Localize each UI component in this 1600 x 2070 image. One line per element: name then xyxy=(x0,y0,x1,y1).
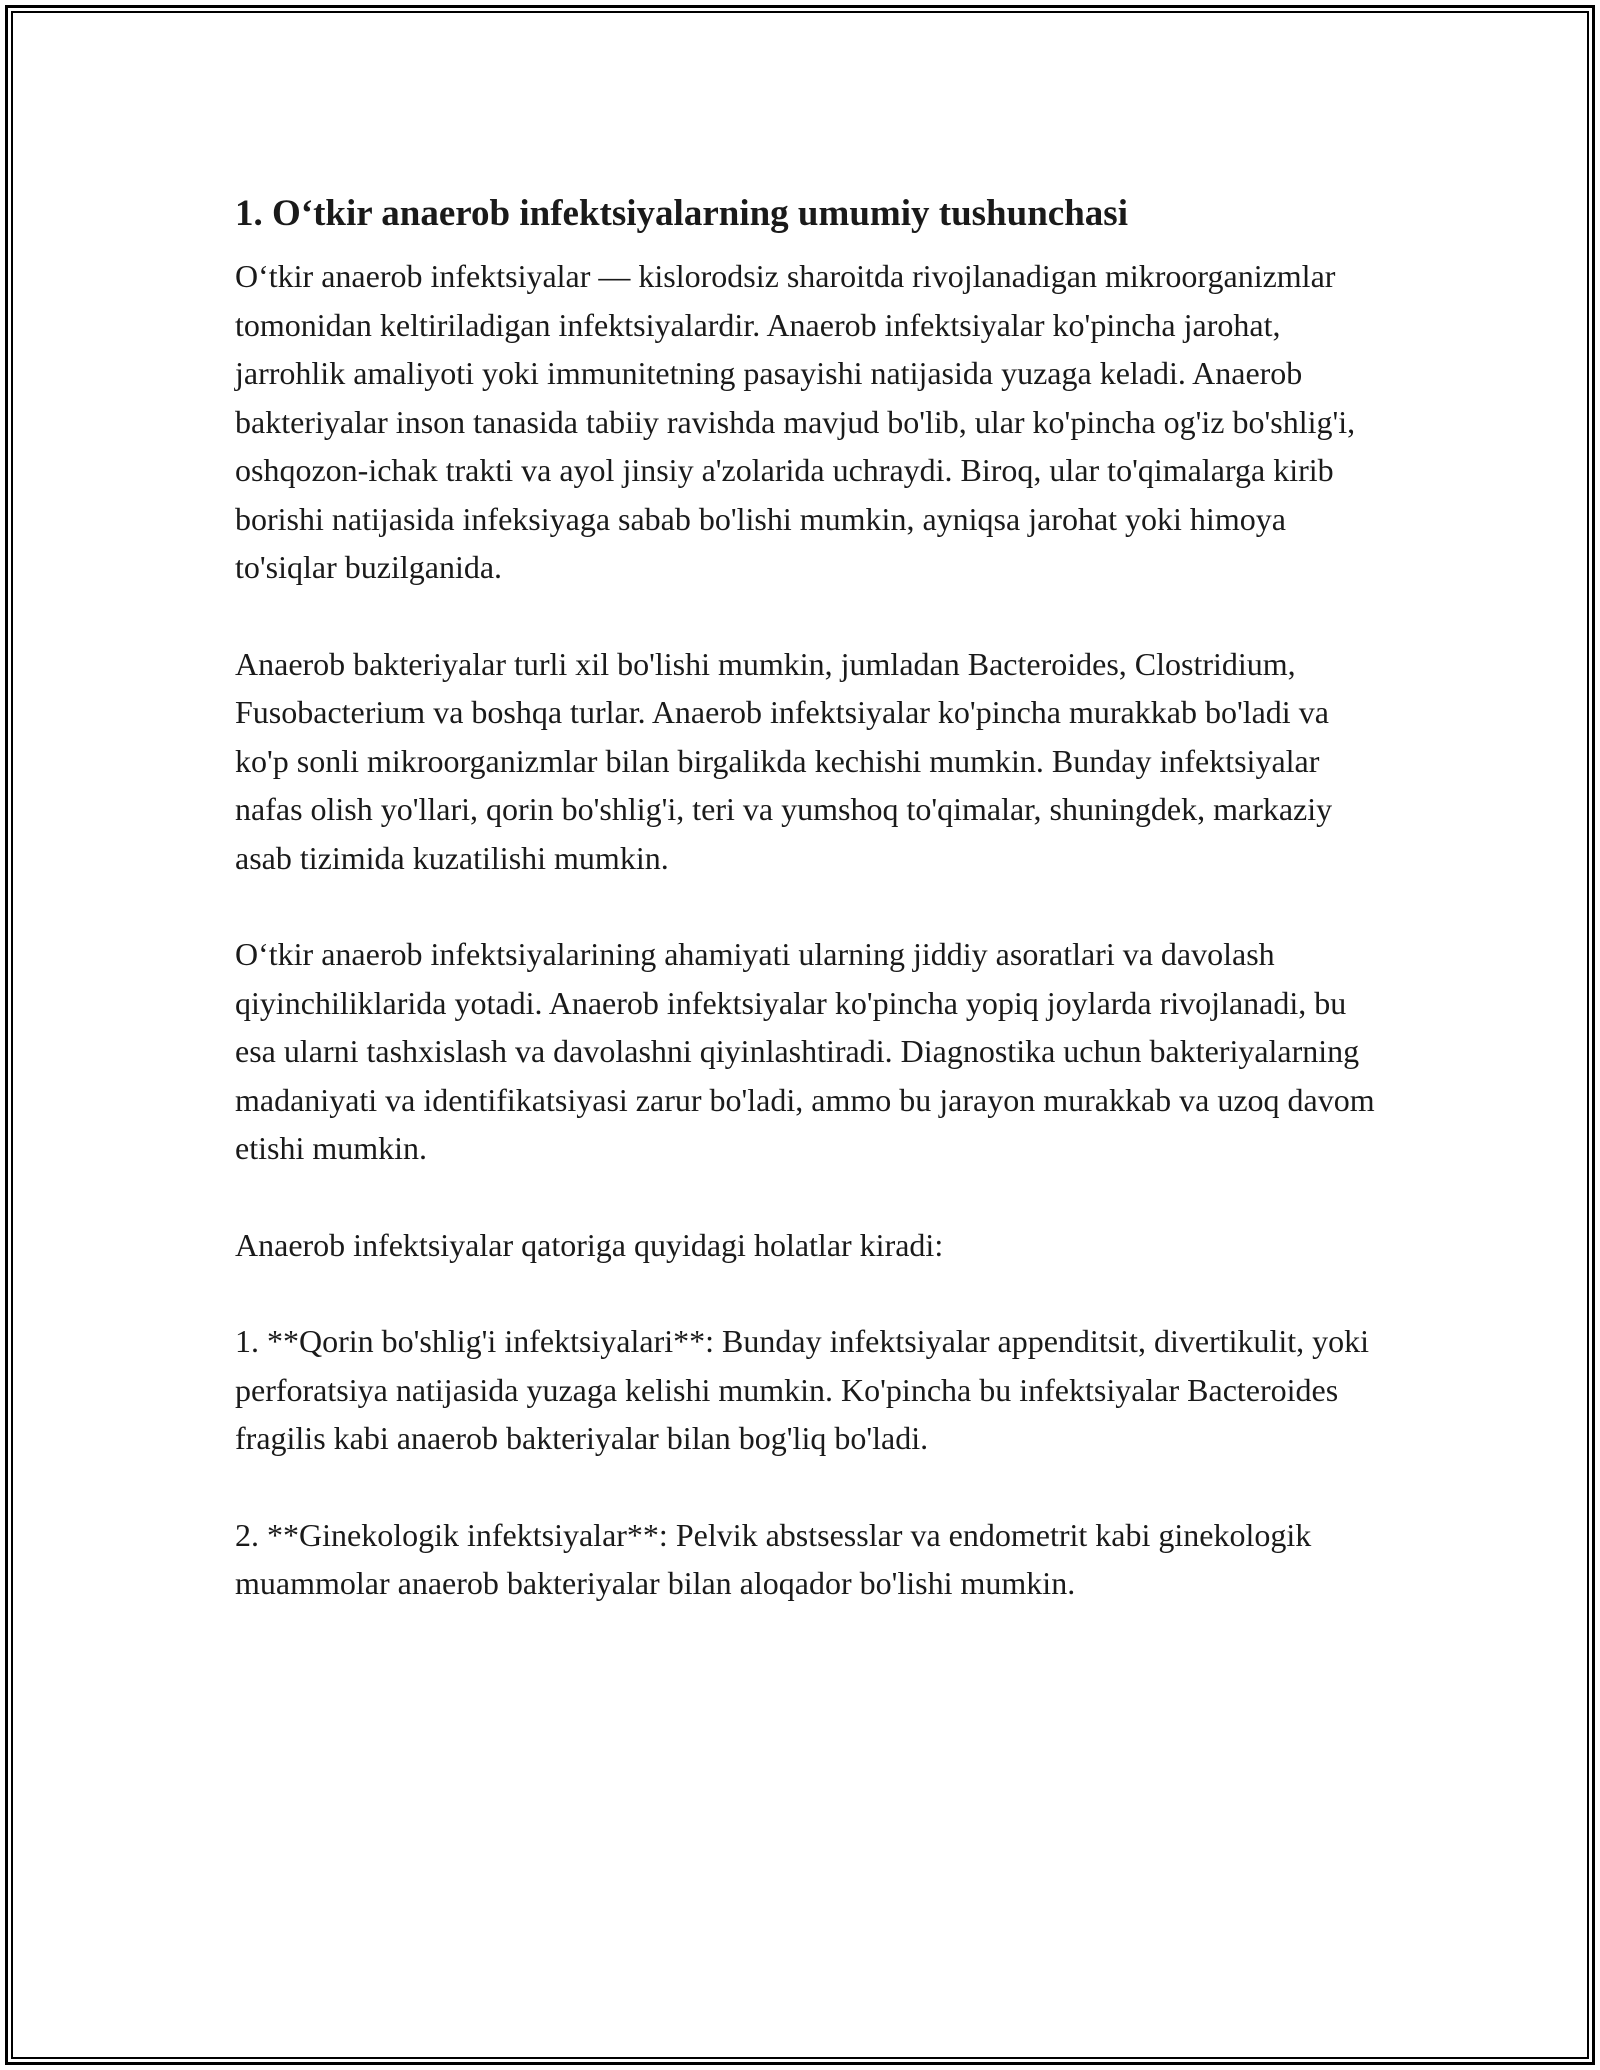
paragraph-intro: O‘tkir anaerob infektsiyalar — kislorodsiz sharoitda rivojlanadigan mikroorganizmlar tomonidan keltiriladigan infektsiyalardir. Anaerob infektsiyalar ko'pincha jarohat, jarrohlik amaliyoti yoki immunitetning pasayishi natijasida yuzaga keladi. Anaerob bakteriyalar inson tanasida tabiiy ravishda mavjud bo'lib, ular ko'pincha og'iz bo'shlig'i, oshqozon-ichak trakti va ayol jinsiy a'zolarida uchraydi. Biroq, ular to'qimalarga kirib borishi natijasida infeksiyaga sabab bo'lishi mumkin, ayniqsa jarohat yoki himoya to'siqlar buzilganida. xyxy=(235,258,1356,585)
list-item-gynecologic: 2. **Ginekologik infektsiyalar**: Pelvik abstsesslar va endometrit kabi ginekologik muammolar anaerob bakteriyalar bilan aloqador bo'lishi mumkin. xyxy=(235,1516,1312,1601)
paragraph-bacteria-types: Anaerob bakteriyalar turli xil bo'lishi mumkin, jumladan Bacteroides, Clostridium, Fusobacterium va boshqa turlar. Anaerob infektsiyalar ko'pincha murakkab bo'ladi va ko'p sonli mikroorganizmlar bilan birgalikda kechishi mumkin. Bunday infektsiyalar nafas olish yo'llari, qorin bo'shlig'i, teri va yumshoq to'qimalar, shuningdek, markaziy asab tizimida kuzatilishi mumkin. xyxy=(235,645,1333,876)
paragraph-list-intro: Anaerob infektsiyalar qatoriga quyidagi holatlar kiradi: xyxy=(235,1226,944,1263)
document-body xyxy=(235,188,1385,1608)
paragraph-significance: O‘tkir anaerob infektsiyalarining ahamiyati ularning jiddiy asoratlari va davolash qiyinchiliklarida yotadi. Anaerob infektsiyalar ko'pincha yopiq joylarda rivojlanadi, bu esa ularni tashxislash va davolashni qiyinlashtiradi. Diagnostika uchun bakteriyalarning madaniyati va identifikatsiyasi zarur bo'ladi, ammo bu jarayon murakkab va uzoq davom etishi mumkin. xyxy=(235,936,1375,1166)
list-item-abdominal: 1. **Qorin bo'shlig'i infektsiyalari**: Bunday infektsiyalar appenditsit, divertikulit, yoki perforatsiya natijasida yuzaga kelishi mumkin. Ko'pincha bu infektsiyalar Bacteroides fragilis kabi anaerob bakteriyalar bilan bog'liq bo'ladi. xyxy=(235,1323,1370,1456)
section-heading: 1. O‘tkir anaerob infektsiyalarning umumiy tushunchasi xyxy=(235,193,1128,234)
